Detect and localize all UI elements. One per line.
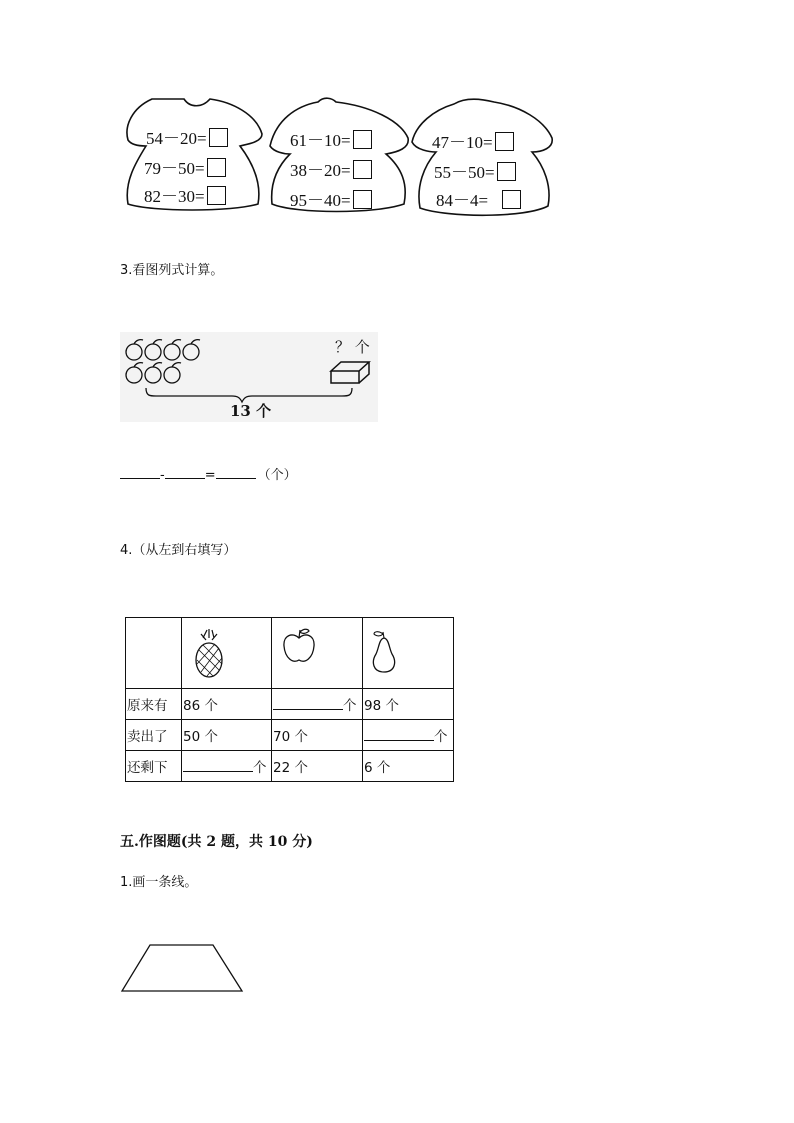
table-cell: 6 个: [363, 751, 454, 782]
question-3-title: 3.看图列式计算。: [120, 263, 224, 278]
minus-sign: -: [160, 468, 165, 483]
equation: 79－50=: [144, 154, 226, 179]
box-icon: [331, 362, 369, 383]
equation: 84－4=: [436, 186, 521, 211]
row-label: 原来有: [126, 689, 182, 720]
row-label: 卖出了: [126, 720, 182, 751]
answer-box[interactable]: [495, 132, 514, 151]
equation: 55－50=: [434, 158, 516, 183]
answer-blank[interactable]: [120, 466, 160, 479]
answer-box[interactable]: [497, 162, 516, 181]
mushroom-house-1: [122, 96, 268, 214]
equation: 47－10=: [432, 128, 514, 153]
answer-blank[interactable]: [165, 466, 205, 479]
table-cell: 70 个: [272, 720, 363, 751]
equation: 61－10=: [290, 126, 372, 151]
table-header-row: [126, 618, 454, 689]
unknown-count-label: ？ 个: [335, 338, 370, 356]
answer-box[interactable]: [502, 190, 521, 209]
table-row: [126, 689, 454, 720]
equation: 95－40=: [290, 186, 372, 211]
question-3-answer-line: [120, 464, 297, 483]
equals-sign: =: [204, 468, 216, 483]
fruit-table: [125, 617, 454, 782]
table-cell: 个: [272, 689, 363, 720]
trapezoid-shape[interactable]: [118, 940, 248, 996]
question-3-figure: [120, 332, 378, 422]
answer-box[interactable]: [353, 130, 372, 149]
answer-box[interactable]: [353, 160, 372, 179]
table-cell: 22 个: [272, 751, 363, 782]
apple-icon: [281, 626, 317, 666]
table-row: [126, 751, 454, 782]
section-5-title: 五.作图题(共 2 题，共 10 分): [120, 834, 313, 850]
fruit-header-cell: [182, 618, 272, 689]
answer-box[interactable]: [207, 186, 226, 205]
mushroom-house-3: [408, 96, 554, 216]
fruit-header-cell: [363, 618, 454, 689]
question-4-title: 4.（从左到右填写）: [120, 543, 237, 558]
table-cell: 86 个: [182, 689, 272, 720]
mushroom-house-2: [266, 96, 412, 214]
table-cell: 50 个: [182, 720, 272, 751]
answer-blank[interactable]: [364, 728, 434, 741]
section-5-question-1-title: 1.画一条线。: [120, 875, 198, 890]
answer-blank[interactable]: [216, 466, 256, 479]
pear-icon: [368, 628, 400, 676]
table-cell: 个: [182, 751, 272, 782]
answer-blank[interactable]: [183, 759, 253, 772]
table-cell: 98 个: [363, 689, 454, 720]
table-row: [126, 720, 454, 751]
answer-blank[interactable]: [273, 697, 343, 710]
equation: 54－20=: [146, 124, 228, 149]
table-cell: 个: [363, 720, 454, 751]
fruit-header-cell: [272, 618, 363, 689]
answer-box[interactable]: [207, 158, 226, 177]
total-count-label: 13 个: [230, 402, 272, 420]
equation: 38－20=: [290, 156, 372, 181]
answer-box[interactable]: [353, 190, 372, 209]
equation: 82－30=: [144, 182, 226, 207]
unit-label: （个）: [257, 468, 297, 483]
table-corner-cell: [126, 618, 182, 689]
answer-box[interactable]: [209, 128, 228, 147]
apples-group-icon: [126, 340, 200, 383]
row-label: 还剩下: [126, 751, 182, 782]
pineapple-icon: [189, 626, 229, 682]
